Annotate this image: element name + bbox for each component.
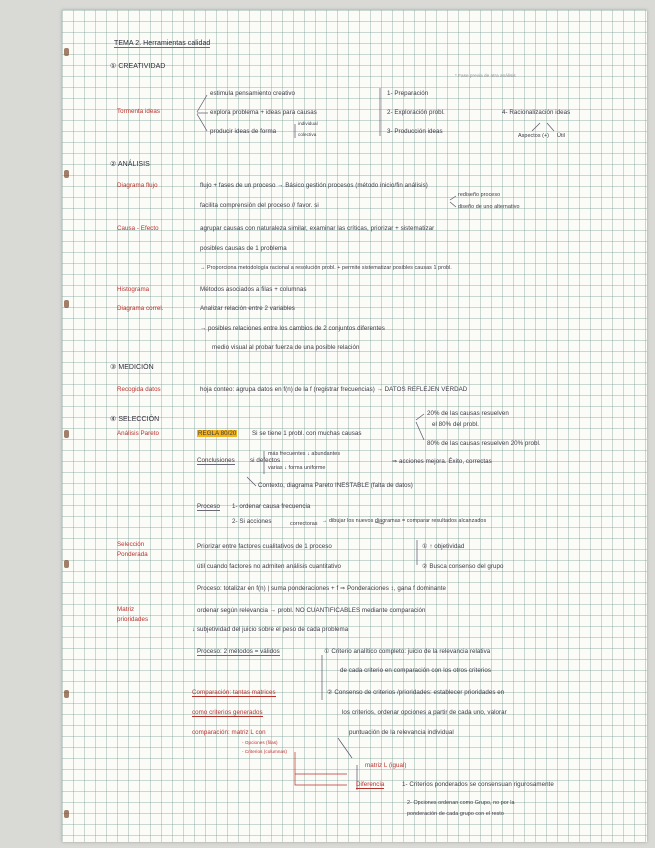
diagrama-correl-label: Diagrama correl. [117, 305, 164, 312]
seleccion-ponderada-label-2: Ponderada [117, 551, 148, 558]
pareto-conclusiones-bottom: varias ↓ forma uniforme [268, 465, 326, 471]
matriz-label-1: Matriz [117, 606, 135, 613]
seleccion-ponderada-line-3: Proceso: totalizar en f(n) | suma ponderaciones + f ⇒ Ponderaciones ↕, gana f dominante [197, 585, 446, 592]
matriz-diferencia-label: Diferencia [356, 781, 385, 788]
seleccion-ponderada-right-2: ② Busca consenso del grupo [422, 563, 504, 570]
creatividad-row-3: producir ideas de forma [210, 128, 277, 135]
regla-80-20-highlight: REGLA 80/20 [198, 430, 237, 437]
notebook-page [62, 10, 647, 842]
causa-efecto-line-2: posibles causas de 1 problema [200, 245, 287, 252]
matriz-left-2: como criterios generados [192, 709, 263, 716]
seleccion-ponderada-right-1: ① ↑ objetividad [422, 543, 465, 550]
matriz-left-4: - Opciones (filas) [242, 740, 278, 745]
pareto-label: Análisis Pareto [117, 430, 160, 437]
matriz-left-1: Comparación: tantas matrices [192, 689, 276, 696]
matriz-metodo-1a: ① Criterio analítico completo: juicio de la relevancia relativa [324, 648, 491, 655]
matriz-left-3: comparación: matriz L con [192, 729, 266, 736]
matriz-diferencia-2a: 2- Opciones ordenan como Grupo, no por la [407, 800, 515, 806]
matriz-line-2: ↓ subjetividad del juicio sobre el peso de cada problema [192, 626, 349, 633]
histograma-line-1: Métodos asociados a filas + columnas [200, 286, 307, 293]
creatividad-row-2: explora problema + ideas para causas [210, 109, 317, 116]
creatividad-note: * Fase previa de otra análisis [455, 73, 516, 78]
matriz-line-1: ordenar según relevancia → probl. NO CUANTIFICABLES mediante comparación [197, 607, 426, 614]
recogida-datos-label: Recogida datos [117, 386, 161, 393]
pareto-proceso-2b: correctoras [290, 521, 318, 527]
diagrama-flujo-line-2: facilita comprensión del proceso // favor. si [200, 202, 319, 209]
pareto-contexto: Contexto, diagrama Pareto INESTABLE (falta de datos) [258, 482, 413, 489]
matriz-l-label: matriz L (igual) [365, 762, 407, 769]
matriz-label-2: prioridades [117, 616, 149, 623]
pareto-conclusiones-lead: si defectos [250, 457, 281, 464]
pareto-conclusiones-result: ⇒ acciones mejora. Éxito, correctas [392, 458, 492, 465]
matriz-metodo-1b: de cada criterio en comparación con los otros criterios [340, 667, 491, 674]
diagrama-correl-line-3: medio visual al probar fuerza de una posible relación [212, 344, 360, 351]
creatividad-step-4: 4- Racionalización ideas [502, 109, 571, 116]
seleccion-ponderada-line-2: útil cuando factores no admiten análisis cuantitativo [197, 563, 342, 570]
pareto-proceso-1: 1- ordenar causa frecuencia [232, 503, 311, 510]
pareto-right-1: 20% de las causas resuelven [427, 410, 509, 417]
section-creatividad-heading: ① CREATIVIDAD [110, 63, 166, 70]
diagrama-flujo-branch-1: rediseño proceso [458, 192, 501, 198]
diagrama-flujo-branch-2: diseño de uno alternativo [458, 204, 520, 210]
creatividad-step-1: 1- Preparación [387, 90, 429, 97]
creatividad-branch-util: Útil [557, 133, 565, 139]
pareto-conclusiones-top: más frecuentes ↓ abundantes [268, 451, 341, 457]
pareto-proceso-2c: → dibujar los nuevos diagramas = comparar resultados alcanzados [322, 518, 487, 524]
seleccion-ponderada-label-1: Selección [117, 541, 145, 548]
page-title: TEMA 2. Herramientas calidad [114, 40, 211, 47]
creatividad-branch-aspectos: Aspectos (+) [518, 133, 550, 139]
matriz-metodo-2c: puntuación de la relevancia individual [349, 729, 454, 736]
creatividad-row-1: estimula pensamiento creativo [210, 90, 296, 97]
pareto-right-2: el 80% del probl. [432, 421, 479, 428]
seleccion-ponderada-line-1: Priorizar entre factores cualitativos de 1 proceso [197, 543, 332, 550]
causa-efecto-label: Causa - Efecto [117, 225, 159, 232]
tormenta-ideas-label: Tormenta ideas [117, 108, 161, 115]
medicion-line-1: hoja conteo: agrupa datos en f(n) de la f (registrar frecuencias) → DATOS REFLEJEN VERDAD [200, 386, 468, 393]
pareto-line-1: Si se tiene 1 probl. con muchas causas [252, 430, 362, 437]
creatividad-colectiva: colectiva [298, 132, 317, 137]
causa-efecto-line-1: agrupar causas con naturaleza similar, examinar las críticas, priorizar + sistematizar [200, 225, 435, 232]
creatividad-step-3: 3- Producción ideas [387, 128, 443, 135]
diagrama-flujo-line-1: flujo + fases de un proceso → Básico gestión procesos (método inicio/fin análisis) [200, 182, 428, 189]
diagrama-correl-line-1: Analizar relación entre 2 variables [200, 305, 295, 312]
section-seleccion-heading: ④ SELECCIÓN [110, 416, 160, 423]
matriz-metodo-2b: los criterios, ordenar opciones a partir de cada uno, valorar [342, 709, 507, 716]
diagrama-correl-line-2: → posibles relaciones entre los cambios de 2 conjuntos diferentes [200, 325, 385, 332]
pareto-conclusiones-label: Conclusiones [197, 457, 235, 464]
creatividad-step-2: 2- Exploración probl. [387, 109, 445, 116]
section-medicion-heading: ③ MEDICIÓN [110, 364, 154, 371]
matriz-left-5: - Criterios (columnas) [242, 749, 288, 754]
matriz-diferencia-1: 1- Criterios ponderados se consensuan rigurosamente [402, 781, 554, 788]
creatividad-individual: individual [298, 121, 318, 126]
matriz-diferencia-2b: ponderación de cada grupo con el resto [407, 811, 504, 817]
histograma-label: Histograma [117, 286, 150, 293]
pareto-right-3: 80% de las causas resuelven 20% probl. [427, 440, 541, 447]
pareto-proceso-2a: 2- Si acciones [232, 518, 272, 525]
diagrama-flujo-label: Diagrama flujo [117, 182, 158, 189]
section-analisis-heading: ② ANÁLISIS [110, 161, 150, 168]
pareto-proceso-label: Proceso [197, 503, 221, 510]
matriz-metodo-2a: ② Consenso de criterios /prioridades: establecer prioridades en [327, 689, 505, 696]
causa-efecto-line-3: → Proporciona metodología racional a resolución probl. + permite sistematizar posibles causas 1 probl. [200, 265, 452, 271]
matriz-proceso: Proceso: 2 métodos = válidos [197, 648, 280, 655]
